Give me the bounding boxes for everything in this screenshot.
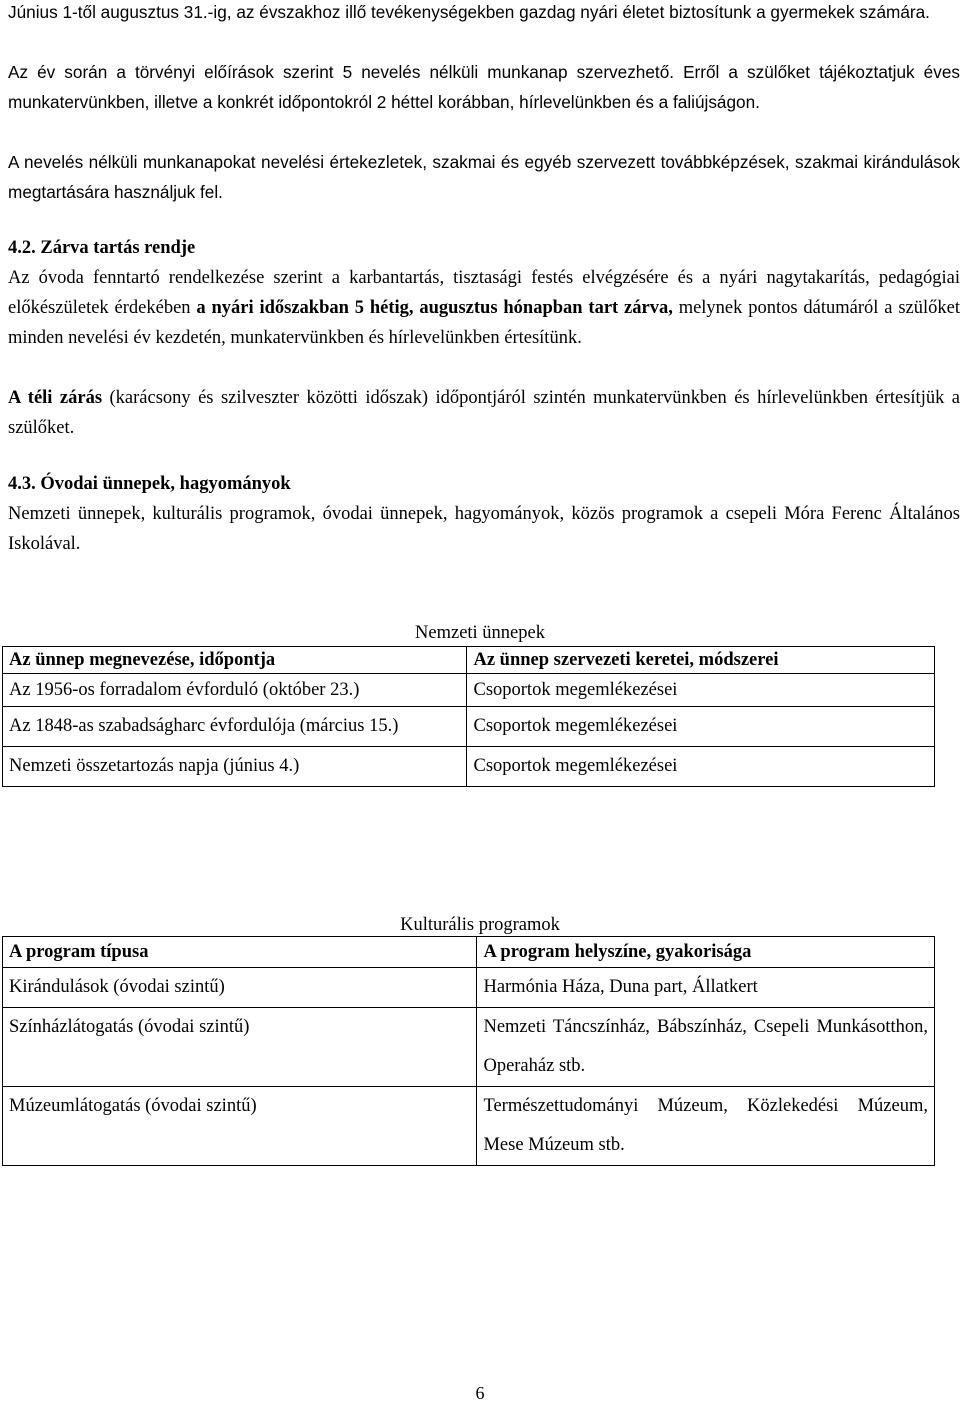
section-4-2-paragraph-2: A téli zárás (karácsony és szilveszter közötti időszak) időpontjáról szintén munkatervünkben és hírlevelünkben értesítjük a szülőket. — [8, 388, 960, 438]
table-row — [3, 1008, 935, 1087]
table-header-cell: A program helyszíne, gyakorisága — [477, 937, 935, 968]
section-4-3-paragraph: Nemzeti ünnepek, kulturális programok, óvodai ünnepek, hagyományok, közös programok a csepeli Móra Ferenc Általános Iskolával. — [8, 504, 960, 554]
intro-paragraph-2: Az év során a törvényi előírások szerint 5 nevelés nélküli munkanap szervezhető. Erről a szülőket tájékoztatjuk éves munkatervünkben, illetve a konkrét időpontokról 2 héttel korábban, hírlevelünkben és a faliújságon. — [8, 62, 960, 112]
table-row — [3, 968, 935, 1008]
table-cell: Csoportok megemlékezései — [467, 747, 935, 787]
table-cell: Csoportok megemlékezései — [467, 707, 935, 747]
section-4-3-heading: 4.3. Óvodai ünnepek, hagyományok — [8, 474, 291, 494]
table-header-row — [3, 647, 935, 674]
national-holidays-table — [2, 646, 935, 787]
table-cell: Nemzeti összetartozás napja (június 4.) — [3, 747, 467, 787]
table-header-cell: Az ünnep szervezeti keretei, módszerei — [467, 647, 935, 674]
table-cell: Kirándulások (óvodai szintű) — [3, 968, 477, 1008]
table-cell: Múzeumlátogatás (óvodai szintű) — [3, 1087, 477, 1166]
table-row — [3, 747, 935, 787]
table-cell: Természettudományi Múzeum, Közlekedési Múzeum, Mese Múzeum stb. — [477, 1087, 935, 1166]
national-holidays-caption: Nemzeti ünnepek — [415, 623, 545, 643]
page-number: 6 — [475, 1383, 485, 1403]
cultural-programs-caption: Kulturális programok — [400, 915, 560, 935]
section-4-2-paragraph-1: Az óvoda fenntartó rendelkezése szerint a karbantartás, tisztasági festés elvégzésére és a nyári nagytakarítás, pedagógiai előkészületek érdekében a nyári időszakban 5 hétig, augusztus hónapban tart zárva, melynek pontos dátumáról a szülőket minden nevelési év kezdetén, munkatervünkben és hírlevelünkben értesítünk. — [8, 268, 960, 348]
table-cell: Az 1956-os forradalom évforduló (október 23.) — [3, 674, 467, 707]
intro-paragraph-1: Június 1-től augusztus 31.-ig, az évszakhoz illő tevékenységekben gazdag nyári életet biztosítunk a gyermekek számára. — [8, 2, 930, 22]
table-cell: Csoportok megemlékezései — [467, 674, 935, 707]
table-row — [3, 1087, 935, 1166]
table-cell: Harmónia Háza, Duna part, Állatkert — [477, 968, 935, 1008]
table-header-cell: A program típusa — [3, 937, 477, 968]
table-cell: Az 1848-as szabadságharc évfordulója (március 15.) — [3, 707, 467, 747]
table-row — [3, 674, 935, 707]
table-cell: Színházlátogatás (óvodai szintű) — [3, 1008, 477, 1087]
cultural-programs-table — [2, 936, 935, 1166]
intro-paragraph-3: A nevelés nélküli munkanapokat nevelési értekezletek, szakmai és egyéb szervezett továbbképzések, szakmai kirándulások megtartására használjuk fel. — [8, 152, 960, 202]
section-4-2-heading: 4.2. Zárva tartás rendje — [8, 238, 196, 258]
table-cell: Nemzeti Táncszínház, Bábszínház, Csepeli Munkásotthon, Operaház stb. — [477, 1008, 935, 1087]
table-row — [3, 707, 935, 747]
table-header-cell: Az ünnep megnevezése, időpontja — [3, 647, 467, 674]
table-header-row — [3, 937, 935, 968]
